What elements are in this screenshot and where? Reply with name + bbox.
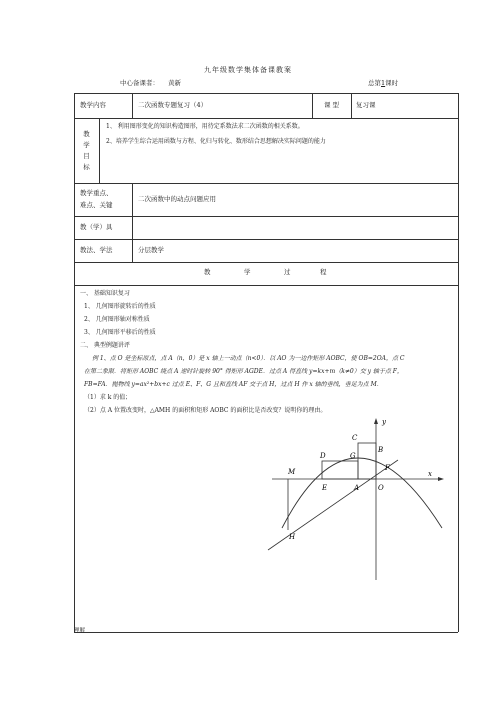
label-M: M bbox=[288, 468, 296, 476]
label-y: y bbox=[382, 418, 386, 426]
objective-2: 2、培养学生综合运用函数与方程、化归与转化、数形结合思想解决实际问题的能力 bbox=[106, 138, 326, 145]
objectives-label-char: 标 bbox=[83, 162, 90, 171]
label-B: B bbox=[378, 446, 384, 454]
objectives-label-char: 学 bbox=[83, 140, 90, 149]
preparer-name: 黄新 bbox=[168, 79, 181, 87]
method-label: 教法、学法 bbox=[80, 245, 113, 254]
page-title: 九年级数学集体备课教案 bbox=[204, 66, 292, 74]
example-line-2: 在第二象限．将矩形 AOBC 绕点 A 逆时针旋转 90° 得矩形 AGDE．过点 A 得直线 y=kx+m（k≠0）交 y 轴于点 F， bbox=[84, 368, 403, 375]
label-H: H bbox=[289, 533, 296, 541]
rectangle-AGDE bbox=[322, 461, 358, 479]
section1-title: 一、 基础知识复习 bbox=[80, 290, 130, 297]
review-item-1: 1、 几何图形旋转后的性质 bbox=[84, 303, 156, 310]
review-item-3: 3、 几何图形平移后的性质 bbox=[84, 329, 156, 336]
objectives-label-char: 教 bbox=[83, 129, 90, 138]
label-F: F bbox=[385, 464, 390, 472]
label-x: x bbox=[428, 470, 432, 478]
parabola bbox=[282, 458, 442, 528]
process-char: 过 bbox=[284, 268, 291, 276]
content-value: 二次函数专题复习（4） bbox=[138, 100, 208, 109]
label-D: D bbox=[320, 452, 326, 460]
keypoints-label-line1: 教学重点、 bbox=[80, 189, 113, 197]
process-char: 程 bbox=[320, 268, 327, 276]
label-O: O bbox=[378, 484, 384, 492]
keypoints-value: 二次函数中的动点问题应用 bbox=[138, 194, 216, 203]
label-E: E bbox=[322, 484, 328, 492]
label-G: G bbox=[350, 452, 356, 460]
lesson-count-number: 1 bbox=[381, 79, 386, 87]
preparer-label: 中心备课者： bbox=[120, 79, 159, 87]
label-C: C bbox=[352, 434, 358, 442]
example-line-3: FB=FA．抛物线 y=ax²+bx+c 过点 E、F、G 且和直线 AF 交于点 H，过点 H 作 x 轴的垂线，垂足为点 M． bbox=[84, 381, 383, 388]
lesson-count bbox=[368, 80, 398, 88]
label-A: A bbox=[354, 484, 360, 492]
footer-note: 理解 bbox=[74, 628, 86, 634]
content-label: 教学内容 bbox=[80, 100, 106, 109]
lesson-count-suffix: 课时 bbox=[385, 79, 399, 87]
geometry-figure bbox=[264, 410, 454, 585]
question-1: （1）求 k 的值； bbox=[84, 394, 132, 401]
objective-1: 1、 利用图形变化的知识构造图形，用待定系数法求二次函数的相关系数。 bbox=[106, 123, 304, 130]
keypoints-label-line2: 难点、关键 bbox=[80, 201, 113, 209]
review-item-2: 2、 几何图形轴对称性质 bbox=[84, 316, 150, 323]
type-label: 课 型 bbox=[323, 100, 340, 109]
lesson-count-prefix: 总第 bbox=[368, 79, 381, 87]
y-axis-arrow bbox=[374, 418, 378, 424]
objectives-label bbox=[74, 118, 99, 183]
tools-label: 教（学）具 bbox=[80, 222, 113, 231]
process-char: 学 bbox=[244, 268, 251, 276]
method-value: 分层教学 bbox=[138, 245, 164, 254]
objectives-label-char: 目 bbox=[83, 151, 90, 160]
example-line-1: 例 1、点 O 是坐标原点，点 A（n，0）是 x 轴上一动点（n<0）．以 AO 为一边作矩形 AOBC，使 OB=2OA，点 C bbox=[92, 355, 405, 362]
question-2: （2）点 A 位置改变时，△AMH 的面积和矩形 AOBC 的面积比是否改变？说明你的理由。 bbox=[84, 407, 327, 414]
process-char: 教 bbox=[204, 268, 211, 276]
rectangle-AOBC bbox=[358, 443, 376, 479]
x-axis-arrow bbox=[438, 477, 444, 481]
type-value: 复习课 bbox=[356, 100, 376, 109]
section2-title: 二、 典型例题讲评 bbox=[80, 342, 130, 349]
